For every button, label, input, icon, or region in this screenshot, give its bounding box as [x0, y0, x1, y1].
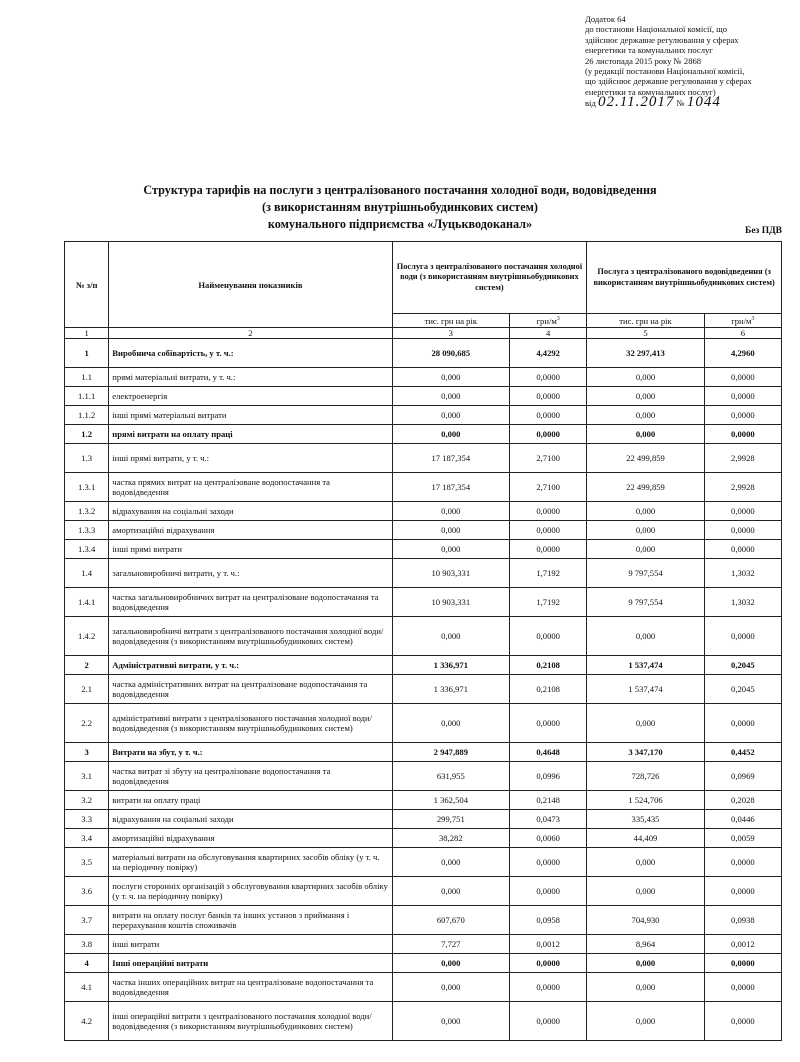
sewage-total-value: 728,726 [587, 762, 704, 791]
row-number: 1.3.2 [65, 502, 109, 521]
water-per-m3-value: 0,0000 [510, 954, 587, 973]
row-name: адміністративні витрати з централізованого постачання холодної води/водовідведення (з використанням внутрішньобудинкових систем) [109, 704, 392, 743]
water-per-m3-value: 2,7100 [510, 444, 587, 473]
sewage-per-m3-value: 0,0446 [704, 810, 781, 829]
row-number: 3.1 [65, 762, 109, 791]
sewage-total-value: 0,000 [587, 704, 704, 743]
water-per-m3-value: 0,0000 [510, 877, 587, 906]
table-row [65, 521, 782, 540]
sewage-per-m3-value: 0,4452 [704, 743, 781, 762]
sewage-total-value: 9 797,554 [587, 588, 704, 617]
sewage-per-m3-value: 0,0000 [704, 368, 781, 387]
row-number: 1.1.2 [65, 406, 109, 425]
water-total-value: 631,955 [392, 762, 509, 791]
row-name: загальновиробничі витрати з централізованого постачання холодної води/водовідведення (з використанням внутрішньобудинкових систем) [109, 617, 392, 656]
sewage-total-value: 0,000 [587, 406, 704, 425]
water-per-m3-value: 0,0000 [510, 387, 587, 406]
row-name: інші прямі витрати, у т. ч.: [109, 444, 392, 473]
water-per-m3-value: 0,2148 [510, 791, 587, 810]
sewage-per-m3-value: 1,3032 [704, 588, 781, 617]
sewage-total-value: 335,435 [587, 810, 704, 829]
sewage-per-m3-value: 0,0000 [704, 521, 781, 540]
row-name: інші прямі матеріальні витрати [109, 406, 392, 425]
table-row [65, 559, 782, 588]
water-total-value: 17 187,354 [392, 444, 509, 473]
unit-per-water: грн/$м^3$ [510, 314, 587, 328]
row-name: частка прямих витрат на централізоване водопостачання та водовідведення [109, 473, 392, 502]
water-per-m3-value: 0,0000 [510, 368, 587, 387]
sewage-per-m3-value: 0,0000 [704, 540, 781, 559]
row-number: 2.1 [65, 675, 109, 704]
sewage-total-value: 44,409 [587, 829, 704, 848]
water-total-value: 607,670 [392, 906, 509, 935]
sewage-per-m3-value: 2,9928 [704, 473, 781, 502]
sewage-per-m3-value: 0,0059 [704, 829, 781, 848]
col-number: 3 [392, 328, 509, 339]
header-col-no: № з/п [65, 242, 109, 328]
water-per-m3-value: 0,2108 [510, 675, 587, 704]
water-per-m3-value: 0,0012 [510, 935, 587, 954]
water-total-value: 1 362,504 [392, 791, 509, 810]
row-name: амортизаційні відрахування [109, 829, 392, 848]
col-number: 4 [510, 328, 587, 339]
water-total-value: 0,000 [392, 368, 509, 387]
row-number: 1.3.3 [65, 521, 109, 540]
title-line-2: (з використанням внутрішньобудинкових систем) [262, 200, 538, 214]
water-total-value: 0,000 [392, 848, 509, 877]
sewage-per-m3-value: 0,0000 [704, 877, 781, 906]
row-number: 3 [65, 743, 109, 762]
sewage-per-m3-value: 0,2045 [704, 656, 781, 675]
row-name: прямі витрати на оплату праці [109, 425, 392, 444]
row-number: 3.3 [65, 810, 109, 829]
sewage-total-value: 0,000 [587, 368, 704, 387]
table-row [65, 954, 782, 973]
row-name: частка загальновиробничих витрат на централізоване водопостачання та водовідведення [109, 588, 392, 617]
table-row [65, 762, 782, 791]
table-row [65, 387, 782, 406]
row-number: 4.1 [65, 973, 109, 1002]
row-name: матеріальні витрати на обслуговування квартирних засобів обліку (у т. ч. на періодичну повірку) [109, 848, 392, 877]
col-number: 2 [109, 328, 392, 339]
table-row [65, 339, 782, 368]
table-row [65, 829, 782, 848]
water-total-value: 0,000 [392, 954, 509, 973]
water-total-value: 0,000 [392, 973, 509, 1002]
annex-line: Додаток 64 [585, 14, 626, 24]
water-total-value: 2 947,889 [392, 743, 509, 762]
sewage-total-value: 22 499,859 [587, 473, 704, 502]
water-total-value: 10 903,331 [392, 559, 509, 588]
annex-line: енергетики та комунальних послуг [585, 45, 713, 56]
annex-block [585, 14, 790, 109]
sewage-per-m3-value: 0,2028 [704, 791, 781, 810]
unit-total-sewage: тис. грн на рік [587, 314, 704, 328]
sewage-per-m3-value: 0,0000 [704, 617, 781, 656]
col-number: 1 [65, 328, 109, 339]
water-per-m3-value: 0,0000 [510, 502, 587, 521]
row-number: 1.2 [65, 425, 109, 444]
row-name: частка витрат зі збуту на централізоване водопостачання та водовідведення [109, 762, 392, 791]
sewage-total-value: 1 537,474 [587, 656, 704, 675]
sewage-per-m3-value: 0,0938 [704, 906, 781, 935]
sewage-total-value: 0,000 [587, 502, 704, 521]
water-per-m3-value: 0,0473 [510, 810, 587, 829]
sewage-per-m3-value: 0,0000 [704, 406, 781, 425]
table-row [65, 743, 782, 762]
sewage-per-m3-value: 0,0012 [704, 935, 781, 954]
header-row-numbers [65, 328, 782, 339]
sewage-total-value: 1 537,474 [587, 675, 704, 704]
sewage-per-m3-value: 0,0969 [704, 762, 781, 791]
header-group-sewage: Послуга з централізованого водовідведення (з використанням внутрішньобудинкових систем) [587, 242, 782, 314]
unit-total-water: тис. грн на рік [392, 314, 509, 328]
water-per-m3-value: 0,0000 [510, 1002, 587, 1041]
table-row [65, 704, 782, 743]
annex-line: до постанови Національної комісії, що [585, 24, 728, 35]
water-total-value: 17 187,354 [392, 473, 509, 502]
sewage-per-m3-value: 0,0000 [704, 954, 781, 973]
row-number: 1.1.1 [65, 387, 109, 406]
water-per-m3-value: 0,0000 [510, 617, 587, 656]
tariff-structure-table [64, 241, 782, 1041]
table-row [65, 444, 782, 473]
table-row [65, 810, 782, 829]
water-total-value: 7,727 [392, 935, 509, 954]
sewage-total-value: 0,000 [587, 848, 704, 877]
title-line-1: Структура тарифів на послуги з централізованого постачання холодної води, водовідведення [143, 183, 657, 197]
water-per-m3-value: 0,4648 [510, 743, 587, 762]
sewage-per-m3-value: 0,0000 [704, 704, 781, 743]
row-name: Інші операційні витрати [109, 954, 392, 973]
table-row [65, 877, 782, 906]
sewage-total-value: 0,000 [587, 387, 704, 406]
row-name: загальновиробничі витрати, у т. ч.: [109, 559, 392, 588]
row-number: 3.2 [65, 791, 109, 810]
sewage-per-m3-value: 0,0000 [704, 425, 781, 444]
sewage-per-m3-value: 0,2045 [704, 675, 781, 704]
sewage-per-m3-value: 0,0000 [704, 1002, 781, 1041]
water-total-value: 299,751 [392, 810, 509, 829]
sewage-per-m3-value: 0,0000 [704, 387, 781, 406]
vat-note: Без ПДВ [745, 226, 782, 236]
row-number: 2.2 [65, 704, 109, 743]
sewage-per-m3-value: 0,0000 [704, 848, 781, 877]
annex-line: (у редакції постанови Національної комісії, [585, 66, 745, 77]
sewage-total-value: 8,964 [587, 935, 704, 954]
row-name: Виробнича собівартість, у т. ч.: [109, 339, 392, 368]
table-row [65, 588, 782, 617]
water-per-m3-value: 1,7192 [510, 588, 587, 617]
table-row [65, 656, 782, 675]
sewage-total-value: 3 347,170 [587, 743, 704, 762]
row-number: 4 [65, 954, 109, 973]
sewage-total-value: 0,000 [587, 1002, 704, 1041]
header-row-groups [65, 242, 782, 314]
row-number: 2 [65, 656, 109, 675]
date-prefix: від [585, 98, 596, 109]
sewage-total-value: 22 499,859 [587, 444, 704, 473]
row-number: 3.4 [65, 829, 109, 848]
table-row [65, 502, 782, 521]
annex-line: що здійснює державне регулювання у сферах [585, 76, 752, 87]
water-per-m3-value: 0,0000 [510, 973, 587, 1002]
row-number: 3.7 [65, 906, 109, 935]
document-title [0, 182, 800, 233]
col-number: 5 [587, 328, 704, 339]
row-number: 1.3.1 [65, 473, 109, 502]
number-prefix: № [676, 98, 685, 109]
sewage-per-m3-value: 2,9928 [704, 444, 781, 473]
table-row [65, 406, 782, 425]
water-per-m3-value: 0,0000 [510, 704, 587, 743]
annex-date-line [585, 94, 790, 111]
sewage-total-value: 0,000 [587, 425, 704, 444]
annex-line: енергетики та комунальних послуг) [585, 86, 716, 97]
header-col-name: Найменування показників [109, 242, 392, 328]
table-row [65, 935, 782, 954]
sewage-per-m3-value: 4,2960 [704, 339, 781, 368]
row-name: відрахування на соціальні заходи [109, 502, 392, 521]
water-total-value: 0,000 [392, 877, 509, 906]
table-row [65, 973, 782, 1002]
header-group-water: Послуга з централізованого постачання холодної води (з використанням внутрішньобудинкових систем) [392, 242, 587, 314]
sewage-total-value: 0,000 [587, 521, 704, 540]
water-per-m3-value: 0,0996 [510, 762, 587, 791]
sewage-total-value: 0,000 [587, 617, 704, 656]
water-total-value: 10 903,331 [392, 588, 509, 617]
sewage-total-value: 0,000 [587, 954, 704, 973]
table-row [65, 540, 782, 559]
row-name: Адміністративні витрати, у т. ч.: [109, 656, 392, 675]
row-number: 1.3.4 [65, 540, 109, 559]
water-per-m3-value: 0,0060 [510, 829, 587, 848]
table-row [65, 425, 782, 444]
annex-line: 26 листопада 2015 року № 2868 [585, 55, 702, 66]
table-row [65, 473, 782, 502]
sewage-total-value: 0,000 [587, 973, 704, 1002]
water-total-value: 0,000 [392, 406, 509, 425]
row-number: 4.2 [65, 1002, 109, 1041]
water-per-m3-value: 4,4292 [510, 339, 587, 368]
water-total-value: 28 090,685 [392, 339, 509, 368]
row-name: Витрати на збут, у т. ч.: [109, 743, 392, 762]
water-total-value: 0,000 [392, 387, 509, 406]
water-total-value: 0,000 [392, 521, 509, 540]
sewage-total-value: 32 297,413 [587, 339, 704, 368]
row-number: 1.3 [65, 444, 109, 473]
water-per-m3-value: 0,0000 [510, 521, 587, 540]
row-number: 3.6 [65, 877, 109, 906]
water-per-m3-value: 1,7192 [510, 559, 587, 588]
water-per-m3-value: 0,0000 [510, 848, 587, 877]
water-total-value: 0,000 [392, 425, 509, 444]
col-number: 6 [704, 328, 781, 339]
water-total-value: 0,000 [392, 617, 509, 656]
table-row [65, 791, 782, 810]
row-number: 1.4 [65, 559, 109, 588]
water-per-m3-value: 0,2108 [510, 656, 587, 675]
sewage-total-value: 0,000 [587, 540, 704, 559]
sewage-total-value: 9 797,554 [587, 559, 704, 588]
sewage-total-value: 704,930 [587, 906, 704, 935]
water-per-m3-value: 0,0000 [510, 406, 587, 425]
handwritten-number: 1044 [686, 94, 721, 111]
sewage-per-m3-value: 0,0000 [704, 502, 781, 521]
table-row [65, 1002, 782, 1041]
table-row [65, 675, 782, 704]
handwritten-date: 02.11.2017 [597, 94, 675, 111]
sewage-per-m3-value: 1,3032 [704, 559, 781, 588]
water-total-value: 1 336,971 [392, 675, 509, 704]
row-name: інші прямі витрати [109, 540, 392, 559]
table-row [65, 848, 782, 877]
sewage-per-m3-value: 0,0000 [704, 973, 781, 1002]
water-per-m3-value: 2,7100 [510, 473, 587, 502]
row-name: прямі матеріальні витрати, у т. ч.: [109, 368, 392, 387]
water-per-m3-value: 0,0000 [510, 540, 587, 559]
water-total-value: 0,000 [392, 540, 509, 559]
unit-per-sewage: грн/$м^3$ [704, 314, 781, 328]
row-number: 1.4.1 [65, 588, 109, 617]
row-name: частка адміністративних витрат на централізоване водопостачання та водовідведення [109, 675, 392, 704]
table-row [65, 368, 782, 387]
table-row [65, 906, 782, 935]
water-total-value: 0,000 [392, 502, 509, 521]
row-name: частка інших операційних витрат на централізоване водопостачання та водовідведення [109, 973, 392, 1002]
sewage-total-value: 0,000 [587, 877, 704, 906]
water-total-value: 0,000 [392, 1002, 509, 1041]
row-number: 1.1 [65, 368, 109, 387]
row-name: витрати на оплату послуг банків та інших установ з приймання і перерахування коштів споживачів [109, 906, 392, 935]
sewage-total-value: 1 524,706 [587, 791, 704, 810]
row-number: 1.4.2 [65, 617, 109, 656]
table-row [65, 617, 782, 656]
row-name: електроенергія [109, 387, 392, 406]
row-name: інші витрати [109, 935, 392, 954]
row-name: амортизаційні відрахування [109, 521, 392, 540]
table-body [65, 339, 782, 1041]
water-per-m3-value: 0,0000 [510, 425, 587, 444]
row-number: 3.8 [65, 935, 109, 954]
row-name: витрати на оплату праці [109, 791, 392, 810]
row-number: 1 [65, 339, 109, 368]
water-total-value: 0,000 [392, 704, 509, 743]
title-line-3: комунального підприємства «Луцькводоканал» [267, 217, 533, 231]
water-total-value: 1 336,971 [392, 656, 509, 675]
annex-line: здійснює державне регулювання у сферах [585, 34, 739, 45]
row-name: послуги сторонніх організацій з обслуговування квартирних засобів обліку (у т. ч. на періодичну повірку) [109, 877, 392, 906]
water-total-value: 38,282 [392, 829, 509, 848]
row-name: інші операційні витрати з централізованого постачання холодної води/водовідведення (з використанням внутрішньобудинкових систем) [109, 1002, 392, 1041]
row-number: 3.5 [65, 848, 109, 877]
water-per-m3-value: 0,0958 [510, 906, 587, 935]
row-name: відрахування на соціальні заходи [109, 810, 392, 829]
